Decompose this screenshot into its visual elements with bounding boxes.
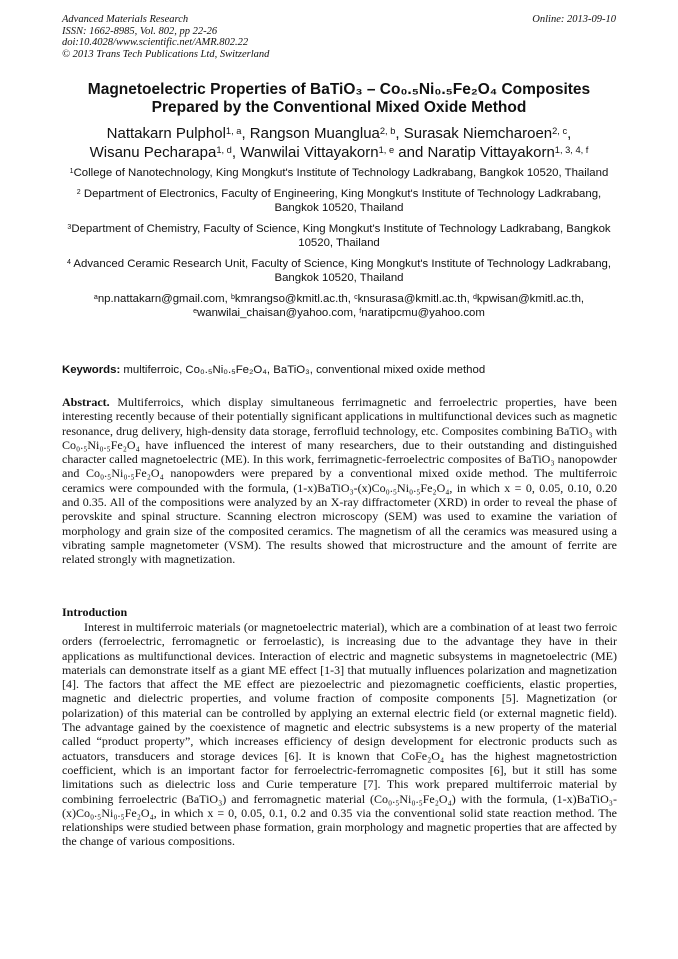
keywords-label: Keywords: [62,364,121,376]
author-affil-sup: 1, a [225,125,242,136]
affiliation [60,257,618,285]
affiliation-list [60,166,618,327]
author-name: Nattakarn Pulphol [106,125,226,142]
doi[interactable]: doi:10.4028/www.scientific.net/AMR.802.22 [62,37,249,48]
email-list [60,292,618,320]
keywords-text: multiferroic, Co₀.₅Ni₀.₅Fe₂O₄, BaTiO₃, conventional mixed oxide method [123,364,486,376]
author-name: Surasak Niemcharoen [403,125,553,142]
email-address[interactable]: np.nattakarn@gmail.com, [97,293,228,305]
email-address[interactable]: kpwisan@kmitl.ac.th, [476,293,585,305]
email-sup: f [359,307,362,315]
affiliation [60,166,618,180]
affiliation-text: Department of Electronics, Faculty of Engineering, King Mongkut's Institute of Technology Ladkrabang, Bangkok 10520, Thailand [83,188,602,214]
author-affil-sup: 2, b [379,125,396,136]
journal-name: Advanced Materials Research [62,14,189,25]
copyright: © 2013 Trans Tech Publications Ltd, Switzerland [62,48,270,60]
title-line-2: Prepared by the Conventional Mixed Oxide Method [151,99,527,116]
title-line-1: Magnetoelectric Properties of BaTiO₃ – Co₀.₅Ni₀.₅Fe₂O₄ Composites [87,81,591,98]
email-address[interactable]: naratipcmu@yahoo.com [361,307,485,319]
affiliation-text: Advanced Ceramic Research Unit, Faculty of Science, King Mongkut's Institute of Technology Ladkrabang, Bangkok 10520, Thailand [73,258,612,284]
author-name: Naratip Vittayakorn [427,144,555,161]
email-sup: b [230,293,235,301]
author-name: Wanwilai Vittayakorn [240,144,379,161]
affiliation-number: 4 [66,258,71,266]
online-date: Online: 2013-09-10 [532,14,616,25]
email-sup: a [93,293,98,301]
author-name: Wisanu Pecharapa [89,144,217,161]
affiliation-text: Department of Chemistry, Faculty of Science, King Mongkut's Institute of Technology Ladkrabang, Bangkok 10520, Thailand [71,223,611,249]
affiliation-number: 3 [67,223,72,231]
affiliation-text: College of Nanotechnology, King Mongkut's Institute of Technology Ladkrabang, Bangkok 10520, Thailand [73,167,609,179]
author-affil-sup: 1, 3, 4, f [554,144,589,155]
author-list: Nattakarn Pulphol$^{1, a}$, Rangson Muanglua$^{2, b}$, Surasak Niemcharoen$^{2, c}$, Wisanu Pecharapa$^{1, d}$, Wanwilai Vittayakorn$^{1, e}$ and Naratip Vittayakorn$^{1, 3, 4, f}$ [89,125,589,161]
email-address[interactable]: wanwilai_chaisan@yahoo.com, [197,307,357,319]
abstract [62,395,617,567]
issn: ISSN: 1662-8985, Vol. 802, pp 22-26 [62,25,218,37]
email-sup: c [354,293,358,301]
section-heading-introduction: Introduction [62,605,128,619]
paper-title [60,81,618,117]
keywords [62,363,618,377]
email-sup: d [473,293,477,301]
affiliation-number: 1 [69,167,74,175]
affiliation [60,187,618,215]
author-affil-sup: 1, e [378,144,395,155]
author-affil-sup: 2, c [552,125,568,136]
abstract-label: Abstract. [62,395,110,409]
journal-header [62,14,616,60]
affiliation [60,222,618,250]
author-affil-sup: 1, d [216,144,232,155]
introduction-paragraph: Interest in multiferroic materials (or magnetoelectric material), which are a combination of at least two ferroic orders (ferroelectric, ferromagnetic or ferroelastic), is increasing due to the advantage they have in their applications as multifunctional devices. Interaction of electric and magnetic subsystems in magnetoelectric (ME) materials can demonstrate itself as a giant ME effect [1-3] that mutually influences polarization and magnetization [4]. The factors that affect the ME effect are piezoelectric and piezomagnetic coefficients, elastic properties, magnetic and dielectric properties, and volume fraction of composite components [5]. Magnetization (or polarization) of this material can be controlled by applying an external electric field (or external magnetic field). The advantage gained by the coexistence of magnetic and electric subsystems is a new property of the material called “product property”, which increases efficiency of design development for electronic products such as actuators, transducers and storage devices [6]. It is known that CoFe₂O₄ has the highest magnetostriction coefficient, which is an important factor for ferroelectric-ferromagnetic composites [6], but it still has some limitations such as dielectric loss and Curie temperature [7]. This work prepared multiferroic material by combining ferroelectric (BaTiO₃) and ferromagnetic material (Co₀.₅Ni₀.₅Fe₂O₄) with the formula, (1-x)BaTiO₃-(x)Co₀.₅Ni₀.₅Fe₂O₄, in which x = 0, 0.05, 0.1, 0.2 and 0.35 via the conventional solid state reaction method. The relationships were studied between phase formation, grain morphology and magnetic properties that are affected by the change of various compositions. [62,620,617,849]
author-name: Rangson Muanglua [249,125,380,142]
affiliation-number: 2 [76,188,81,196]
abstract-text: Multiferroics, which display simultaneous ferrimagnetic and ferroelectric properties, have been interesting recently because of their potentially significant applications in multifunctional devices such as magnetic resonance, drug delivery, high-density data storage, ferrofluid technology, etc. Composites combining BaTiO₃ with Co₀.₅Ni₀.₅Fe₂O₄ have influenced the interest of many researchers, due to their outstanding and distinguished character called magnetoelectric (ME). In this work, ferrimagnetic-ferroelectric composites of BaTiO₃ nanopowder and Co₀.₅Ni₀.₅Fe₂O₄ nanopowders were prepared by a conventional mixed oxide method. The multiferroic ceramics were compounded with the formula, (1-x)BaTiO₃-(x)Co₀.₅Ni₀.₅Fe₂O₄, in which x = 0, 0.05, 0.10, 0.20 and 0.35. All of the compositions were analyzed by an X-ray diffractometer (XRD) in order to reveal the phase of perovskite and spinal structure. Scanning electron microscopy (SEM) was used to examine the variation of morphology and grain size of the composited ceramics. The magnetism of all the ceramics was measured using a vibrating sample magnetometer (VSM). The results showed that microstructure and the amount of ferrite are related strongly with magnetization. [62,395,617,567]
email-address[interactable]: kmrangso@kmitl.ac.th, [234,293,351,305]
email-address[interactable]: knsurasa@kmitl.ac.th, [357,293,470,305]
email-sup: e [193,307,198,315]
author-conjunction: and [398,144,424,161]
